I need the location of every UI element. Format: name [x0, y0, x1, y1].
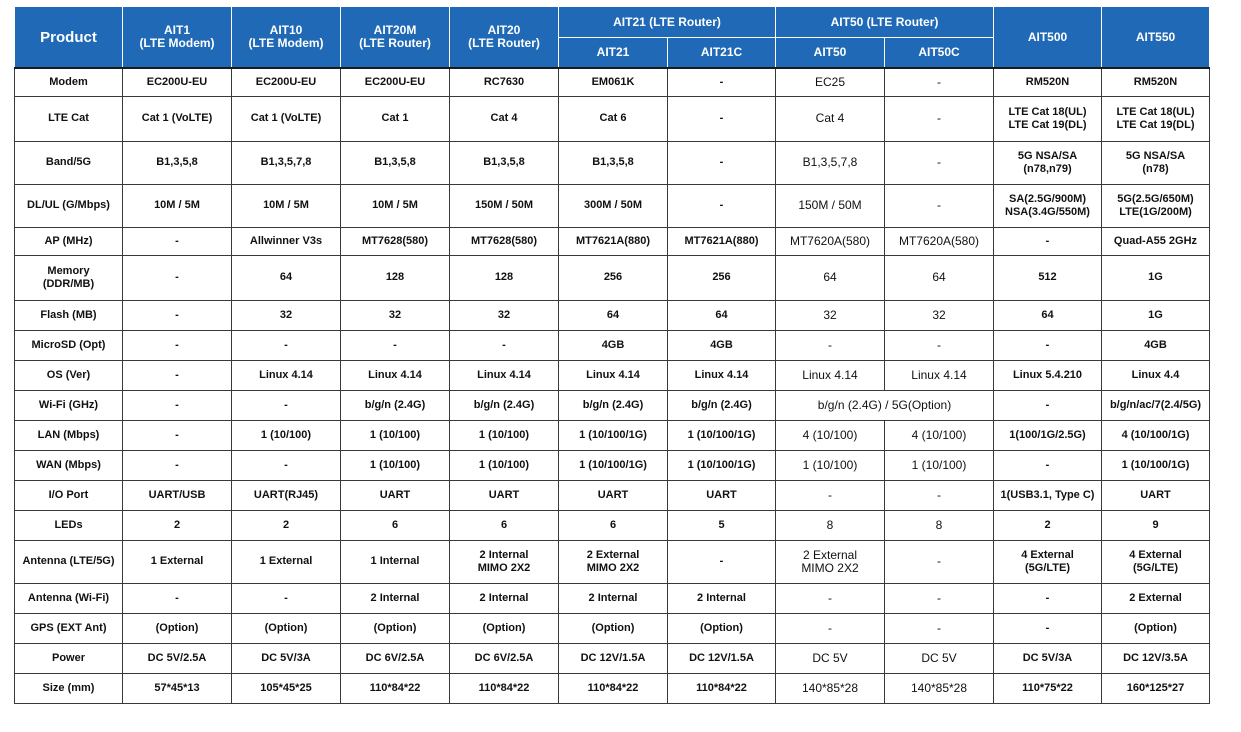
- table-row: [15, 255, 1210, 300]
- table-cell: 1 (10/100): [341, 450, 450, 480]
- table-cell: DC 5V: [885, 643, 994, 673]
- table-cell: Linux 4.14: [668, 360, 776, 390]
- table-cell: Linux 4.14: [341, 360, 450, 390]
- column-header-ait21c: AIT21C: [668, 38, 776, 69]
- row-label: DL/UL (G/Mbps): [15, 184, 123, 227]
- table-cell: Linux 4.14: [450, 360, 559, 390]
- table-cell: -: [776, 330, 885, 360]
- table-cell: 2: [994, 510, 1102, 540]
- row-label: Memory (DDR/MB): [15, 255, 123, 300]
- table-row: [15, 450, 1210, 480]
- table-cell: 110*84*22: [559, 673, 668, 703]
- column-header-ait20: [450, 7, 559, 69]
- row-label: Wi-Fi (GHz): [15, 390, 123, 420]
- table-cell: 57*45*13: [123, 673, 232, 703]
- table-cell: MT7628(580): [341, 227, 450, 255]
- table-cell: -: [232, 583, 341, 613]
- table-cell: -: [885, 540, 994, 583]
- column-header-ait550: AIT550: [1102, 7, 1210, 69]
- table-cell: 2 Internal: [450, 583, 559, 613]
- table-cell: 5: [668, 510, 776, 540]
- table-cell: DC 6V/2.5A: [341, 643, 450, 673]
- table-cell: -: [123, 450, 232, 480]
- table-cell: -: [994, 227, 1102, 255]
- table-cell: 1 External: [123, 540, 232, 583]
- table-cell: Linux 4.14: [776, 360, 885, 390]
- table-cell: DC 5V: [776, 643, 885, 673]
- table-cell: (Option): [341, 613, 450, 643]
- table-cell: -: [450, 330, 559, 360]
- table-cell: Cat 4: [776, 96, 885, 141]
- table-cell: b/g/n (2.4G): [341, 390, 450, 420]
- table-cell: -: [341, 330, 450, 360]
- table-cell: 4 External (5G/LTE): [994, 540, 1102, 583]
- table-row: [15, 330, 1210, 360]
- table-cell: b/g/n (2.4G): [668, 390, 776, 420]
- table-row: [15, 643, 1210, 673]
- table-cell: Cat 1: [341, 96, 450, 141]
- table-cell: 5G NSA/SA (n78): [1102, 141, 1210, 184]
- table-cell: b/g/n (2.4G) / 5G(Option): [776, 390, 994, 420]
- table-cell: UART/USB: [123, 480, 232, 510]
- table-cell: 4 (10/100): [776, 420, 885, 450]
- table-cell: 8: [885, 510, 994, 540]
- table-cell: -: [885, 68, 994, 96]
- table-cell: -: [994, 583, 1102, 613]
- table-cell: 1 (10/100/1G): [559, 450, 668, 480]
- table-cell: 300M / 50M: [559, 184, 668, 227]
- table-cell: 2 External: [1102, 583, 1210, 613]
- table-row: [15, 613, 1210, 643]
- table-cell: 10M / 5M: [341, 184, 450, 227]
- table-cell: -: [776, 480, 885, 510]
- table-cell: DC 6V/2.5A: [450, 643, 559, 673]
- table-cell: Allwinner V3s: [232, 227, 341, 255]
- table-cell: b/g/n (2.4G): [450, 390, 559, 420]
- table-cell: DC 12V/1.5A: [668, 643, 776, 673]
- table-cell: 2 External MIMO 2X2: [559, 540, 668, 583]
- spec-comparison-table: [14, 6, 1210, 704]
- column-header-ait20m: [341, 7, 450, 69]
- table-cell: UART: [450, 480, 559, 510]
- model-type: (LTE Modem): [139, 36, 215, 50]
- table-cell: (Option): [123, 613, 232, 643]
- table-row: [15, 300, 1210, 330]
- table-cell: UART: [668, 480, 776, 510]
- table-cell: 1 (10/100/1G): [668, 420, 776, 450]
- table-cell: RM520N: [1102, 68, 1210, 96]
- table-cell: -: [776, 613, 885, 643]
- table-cell: Quad-A55 2GHz: [1102, 227, 1210, 255]
- row-label: Antenna (LTE/5G): [15, 540, 123, 583]
- row-label: Modem: [15, 68, 123, 96]
- table-cell: UART(RJ45): [232, 480, 341, 510]
- table-cell: -: [232, 330, 341, 360]
- table-cell: -: [885, 330, 994, 360]
- table-cell: Linux 4.14: [885, 360, 994, 390]
- table-cell: 1 (10/100): [885, 450, 994, 480]
- table-cell: 110*84*22: [668, 673, 776, 703]
- table-cell: EC25: [776, 68, 885, 96]
- table-cell: -: [668, 540, 776, 583]
- table-cell: MT7620A(580): [776, 227, 885, 255]
- table-cell: 140*85*28: [885, 673, 994, 703]
- table-cell: 64: [994, 300, 1102, 330]
- table-cell: 64: [668, 300, 776, 330]
- row-label: OS (Ver): [15, 360, 123, 390]
- table-cell: 1 (10/100): [341, 420, 450, 450]
- row-label: MicroSD (Opt): [15, 330, 123, 360]
- table-row: [15, 227, 1210, 255]
- table-cell: MT7620A(580): [885, 227, 994, 255]
- table-cell: -: [885, 96, 994, 141]
- table-cell: MT7621A(880): [559, 227, 668, 255]
- table-cell: 2: [232, 510, 341, 540]
- table-cell: 4 (10/100/1G): [1102, 420, 1210, 450]
- table-cell: (Option): [1102, 613, 1210, 643]
- table-cell: 32: [232, 300, 341, 330]
- model-name: AIT10: [269, 23, 303, 37]
- table-cell: UART: [559, 480, 668, 510]
- group-header-ait50: AIT50 (LTE Router): [776, 7, 994, 38]
- table-cell: 10M / 5M: [123, 184, 232, 227]
- table-cell: (Option): [668, 613, 776, 643]
- table-cell: EC200U-EU: [232, 68, 341, 96]
- table-cell: DC 12V/3.5A: [1102, 643, 1210, 673]
- table-row: [15, 510, 1210, 540]
- table-cell: DC 5V/3A: [994, 643, 1102, 673]
- table-cell: 1 (10/100): [450, 420, 559, 450]
- table-cell: 1(100/1G/2.5G): [994, 420, 1102, 450]
- table-cell: 1 (10/100/1G): [559, 420, 668, 450]
- table-cell: -: [232, 390, 341, 420]
- table-cell: b/g/n (2.4G): [559, 390, 668, 420]
- table-cell: DC 5V/2.5A: [123, 643, 232, 673]
- table-cell: 128: [450, 255, 559, 300]
- table-cell: -: [776, 583, 885, 613]
- model-name: AIT20M: [373, 23, 417, 37]
- row-label: GPS (EXT Ant): [15, 613, 123, 643]
- table-cell: -: [668, 68, 776, 96]
- table-cell: -: [885, 583, 994, 613]
- table-cell: 1G: [1102, 300, 1210, 330]
- table-cell: -: [994, 450, 1102, 480]
- table-cell: -: [885, 184, 994, 227]
- table-cell: RC7630: [450, 68, 559, 96]
- table-cell: MT7628(580): [450, 227, 559, 255]
- table-cell: 1G: [1102, 255, 1210, 300]
- table-cell: LTE Cat 18(UL) LTE Cat 19(DL): [994, 96, 1102, 141]
- table-cell: EC200U-EU: [123, 68, 232, 96]
- table-row: [15, 141, 1210, 184]
- row-label: LEDs: [15, 510, 123, 540]
- table-cell: -: [885, 480, 994, 510]
- table-cell: 1 (10/100/1G): [668, 450, 776, 480]
- table-cell: -: [668, 141, 776, 184]
- row-label: LTE Cat: [15, 96, 123, 141]
- table-cell: 128: [341, 255, 450, 300]
- table-cell: -: [123, 330, 232, 360]
- table-cell: 9: [1102, 510, 1210, 540]
- table-cell: 150M / 50M: [450, 184, 559, 227]
- row-label: Flash (MB): [15, 300, 123, 330]
- table-cell: 4GB: [559, 330, 668, 360]
- table-cell: MT7621A(880): [668, 227, 776, 255]
- table-cell: B1,3,5,8: [341, 141, 450, 184]
- table-cell: 6: [559, 510, 668, 540]
- column-header-ait500: AIT500: [994, 7, 1102, 69]
- table-row: [15, 540, 1210, 583]
- row-label: AP (MHz): [15, 227, 123, 255]
- table-cell: Linux 4.14: [232, 360, 341, 390]
- table-cell: DC 12V/1.5A: [559, 643, 668, 673]
- table-cell: 64: [232, 255, 341, 300]
- table-row: [15, 360, 1210, 390]
- table-cell: 6: [341, 510, 450, 540]
- table-cell: 256: [559, 255, 668, 300]
- table-cell: -: [994, 330, 1102, 360]
- table-cell: 64: [559, 300, 668, 330]
- row-label: Power: [15, 643, 123, 673]
- table-cell: 110*75*22: [994, 673, 1102, 703]
- table-cell: B1,3,5,8: [123, 141, 232, 184]
- model-name: AIT20: [487, 23, 521, 37]
- table-cell: Linux 5.4.210: [994, 360, 1102, 390]
- table-cell: -: [123, 360, 232, 390]
- table-cell: (Option): [232, 613, 341, 643]
- row-label: I/O Port: [15, 480, 123, 510]
- table-row: [15, 583, 1210, 613]
- column-header-ait1: [123, 7, 232, 69]
- table-cell: 140*85*28: [776, 673, 885, 703]
- table-cell: 2 Internal: [668, 583, 776, 613]
- table-cell: -: [123, 390, 232, 420]
- table-cell: 4 (10/100): [885, 420, 994, 450]
- row-label: Size (mm): [15, 673, 123, 703]
- table-row: [15, 390, 1210, 420]
- table-cell: LTE Cat 18(UL) LTE Cat 19(DL): [1102, 96, 1210, 141]
- table-header: [15, 7, 1210, 69]
- table-cell: 110*84*22: [341, 673, 450, 703]
- table-cell: 256: [668, 255, 776, 300]
- table-cell: (Option): [450, 613, 559, 643]
- table-cell: -: [123, 227, 232, 255]
- table-cell: EC200U-EU: [341, 68, 450, 96]
- table-row: [15, 184, 1210, 227]
- table-cell: Cat 4: [450, 96, 559, 141]
- table-cell: 1 (10/100/1G): [1102, 450, 1210, 480]
- table-cell: (Option): [559, 613, 668, 643]
- table-cell: Cat 6: [559, 96, 668, 141]
- row-label: Antenna (Wi-Fi): [15, 583, 123, 613]
- table-cell: 64: [776, 255, 885, 300]
- table-cell: 32: [450, 300, 559, 330]
- table-cell: -: [885, 141, 994, 184]
- table-cell: 5G NSA/SA (n78,n79): [994, 141, 1102, 184]
- model-type: (LTE Modem): [248, 36, 324, 50]
- table-cell: Linux 4.14: [559, 360, 668, 390]
- table-row: [15, 96, 1210, 141]
- table-cell: -: [123, 583, 232, 613]
- column-header-ait21: AIT21: [559, 38, 668, 69]
- table-cell: 32: [776, 300, 885, 330]
- table-cell: 4 External (5G/LTE): [1102, 540, 1210, 583]
- table-cell: Cat 1 (VoLTE): [232, 96, 341, 141]
- table-cell: 1 Internal: [341, 540, 450, 583]
- table-cell: 2 External MIMO 2X2: [776, 540, 885, 583]
- table-cell: -: [994, 613, 1102, 643]
- table-cell: Cat 1 (VoLTE): [123, 96, 232, 141]
- table-body: [15, 68, 1210, 703]
- table-cell: -: [232, 450, 341, 480]
- table-cell: 1 (10/100): [776, 450, 885, 480]
- table-cell: 160*125*27: [1102, 673, 1210, 703]
- table-cell: UART: [1102, 480, 1210, 510]
- row-label: LAN (Mbps): [15, 420, 123, 450]
- table-cell: -: [123, 255, 232, 300]
- table-cell: 6: [450, 510, 559, 540]
- column-header-ait50: AIT50: [776, 38, 885, 69]
- column-header-ait10: [232, 7, 341, 69]
- table-cell: 2 Internal MIMO 2X2: [450, 540, 559, 583]
- table-row: [15, 673, 1210, 703]
- table-row: [15, 420, 1210, 450]
- table-cell: B1,3,5,7,8: [776, 141, 885, 184]
- table-cell: Linux 4.4: [1102, 360, 1210, 390]
- table-cell: B1,3,5,8: [450, 141, 559, 184]
- row-label: Band/5G: [15, 141, 123, 184]
- table-cell: DC 5V/3A: [232, 643, 341, 673]
- table-cell: 1 External: [232, 540, 341, 583]
- table-cell: -: [123, 420, 232, 450]
- model-type: (LTE Router): [359, 36, 431, 50]
- model-type: (LTE Router): [468, 36, 540, 50]
- table-cell: 32: [885, 300, 994, 330]
- table-cell: UART: [341, 480, 450, 510]
- table-cell: EM061K: [559, 68, 668, 96]
- table-cell: -: [668, 96, 776, 141]
- table-row: [15, 68, 1210, 96]
- table-cell: 4GB: [668, 330, 776, 360]
- table-cell: 10M / 5M: [232, 184, 341, 227]
- table-cell: -: [668, 184, 776, 227]
- table-cell: 5G(2.5G/650M) LTE(1G/200M): [1102, 184, 1210, 227]
- table-cell: b/g/n/ac/7(2.4/5G): [1102, 390, 1210, 420]
- table-cell: 2: [123, 510, 232, 540]
- table-cell: -: [123, 300, 232, 330]
- group-header-ait21: AIT21 (LTE Router): [559, 7, 776, 38]
- table-cell: 2 Internal: [559, 583, 668, 613]
- table-cell: B1,3,5,8: [559, 141, 668, 184]
- table-cell: 150M / 50M: [776, 184, 885, 227]
- table-cell: RM520N: [994, 68, 1102, 96]
- table-cell: 512: [994, 255, 1102, 300]
- row-label: WAN (Mbps): [15, 450, 123, 480]
- table-cell: 8: [776, 510, 885, 540]
- table-row: [15, 480, 1210, 510]
- table-cell: 2 Internal: [341, 583, 450, 613]
- product-header: Product: [15, 7, 123, 69]
- table-cell: 1(USB3.1, Type C): [994, 480, 1102, 510]
- model-name: AIT1: [163, 23, 190, 37]
- table-cell: B1,3,5,7,8: [232, 141, 341, 184]
- table-cell: 105*45*25: [232, 673, 341, 703]
- table-cell: 1 (10/100): [450, 450, 559, 480]
- table-cell: -: [885, 613, 994, 643]
- column-header-ait50c: AIT50C: [885, 38, 994, 69]
- table-cell: 4GB: [1102, 330, 1210, 360]
- table-cell: 110*84*22: [450, 673, 559, 703]
- table-cell: 64: [885, 255, 994, 300]
- table-cell: SA(2.5G/900M) NSA(3.4G/550M): [994, 184, 1102, 227]
- table-cell: 1 (10/100): [232, 420, 341, 450]
- table-cell: 32: [341, 300, 450, 330]
- table-cell: -: [994, 390, 1102, 420]
